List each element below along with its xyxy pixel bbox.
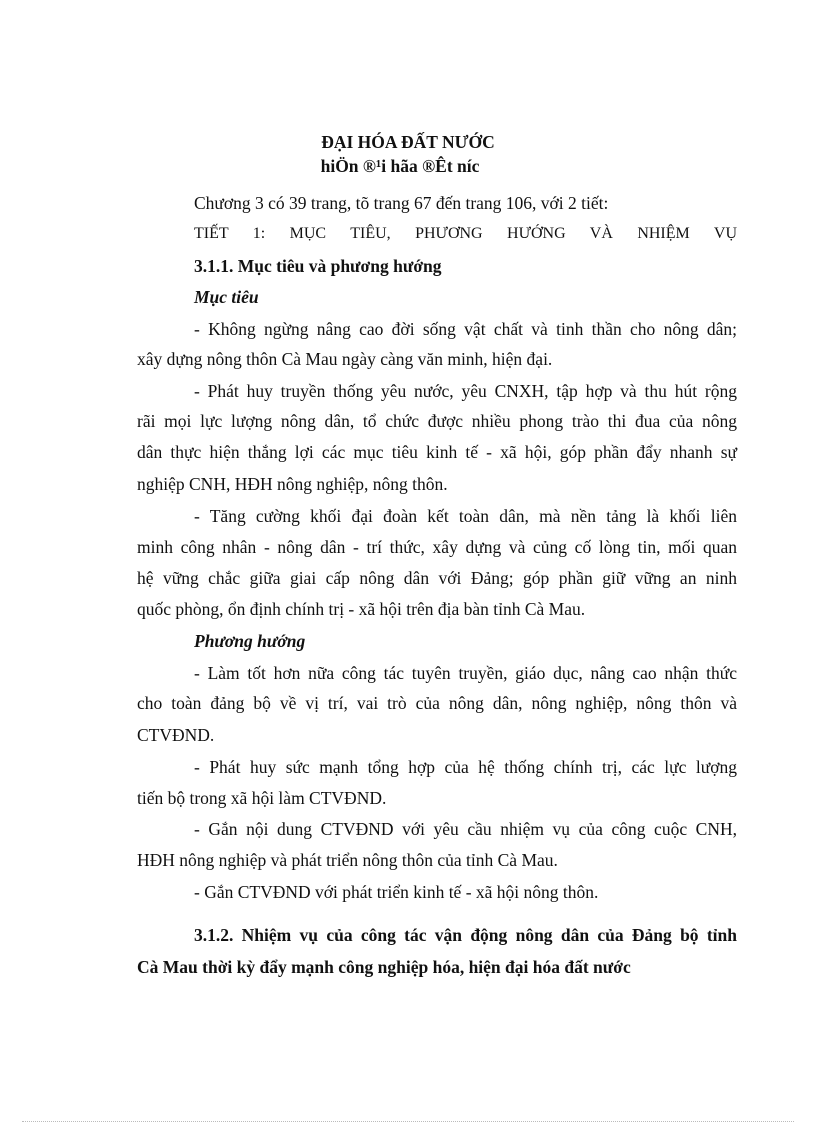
paragraph-line: - Tăng cường khối đại đoàn kết toàn dân, mà nền tảng là khối liên	[194, 506, 737, 526]
muc-tieu-heading: Mục tiêu	[194, 287, 259, 307]
document-subtitle: hiÖn ®¹i hãa ®Êt níc	[320, 156, 480, 176]
paragraph-line: - Gắn CTVĐND với phát triển kinh tế - xã hội nông thôn.	[194, 882, 599, 902]
paragraph-line: tiến bộ trong xã hội làm CTVĐND.	[137, 788, 387, 808]
paragraph-line: - Phát huy sức mạnh tổng hợp của hệ thống chính trị, các lực lượng	[194, 757, 737, 777]
subsection-heading-3-1-2: 3.1.2. Nhiệm vụ của công tác vận động nông dân của Đảng bộ tỉnh	[194, 925, 737, 945]
paragraph-line: CTVĐND.	[137, 725, 215, 745]
paragraph-line: HĐH nông nghiệp và phát triển nông thôn của tỉnh Cà Mau.	[137, 850, 558, 870]
paragraph-line: - Không ngừng nâng cao đời sống vật chất và tinh thần cho nông dân;	[194, 319, 737, 339]
paragraph-line: - Gắn nội dung CTVĐND với yêu cầu nhiệm vụ của công cuộc CNH,	[194, 819, 737, 839]
paragraph-line: quốc phòng, ổn định chính trị - xã hội trên địa bàn tỉnh Cà Mau.	[137, 599, 586, 619]
document-title: ĐẠI HÓA ĐẤT NƯỚC	[321, 132, 495, 152]
page-bottom-rule	[22, 1121, 794, 1122]
paragraph-line: - Phát huy truyền thống yêu nước, yêu CNXH, tập hợp và thu hút rộng	[194, 381, 737, 401]
subsection-heading-3-1-2-cont: Cà Mau thời kỳ đẩy mạnh công nghiệp hóa, hiện đại hóa đất nước	[137, 957, 631, 977]
paragraph-line: cho toàn đảng bộ về vị trí, vai trò của nông dân, nông nghiệp, nông thôn và	[137, 693, 737, 713]
paragraph-line: xây dựng nông thôn Cà Mau ngày càng văn minh, hiện đại.	[137, 349, 553, 369]
paragraph-line: - Làm tốt hơn nữa công tác tuyên truyền, giáo dục, nâng cao nhận thức	[194, 663, 737, 683]
section-heading: TIẾT 1: MỤC TIÊU, PHƯƠNG HƯỚNG VÀ NHIỆM VỤ	[194, 225, 737, 242]
phuong-huong-heading: Phương hướng	[194, 631, 306, 651]
paragraph-line: dân thực hiện thắng lợi các mục tiêu kinh tế - xã hội, góp phần đẩy nhanh sự	[137, 442, 737, 462]
paragraph-line: rãi mọi lực lượng nông dân, tổ chức được nhiều phong trào thi đua của nông	[137, 411, 737, 431]
subsection-heading-3-1-1: 3.1.1. Mục tiêu và phương hướng	[194, 256, 442, 276]
paragraph-line: nghiệp CNH, HĐH nông nghiệp, nông thôn.	[137, 474, 448, 494]
paragraph-line: minh công nhân - nông dân - trí thức, xây dựng và củng cố lòng tin, mối quan	[137, 537, 737, 557]
intro-line: Chương 3 có 39 trang, tõ trang 67 đến trang 106, với 2 tiết:	[194, 193, 609, 213]
paragraph-line: hệ vững chắc giữa giai cấp nông dân với Đảng; góp phần giữ vững an ninh	[137, 568, 737, 588]
